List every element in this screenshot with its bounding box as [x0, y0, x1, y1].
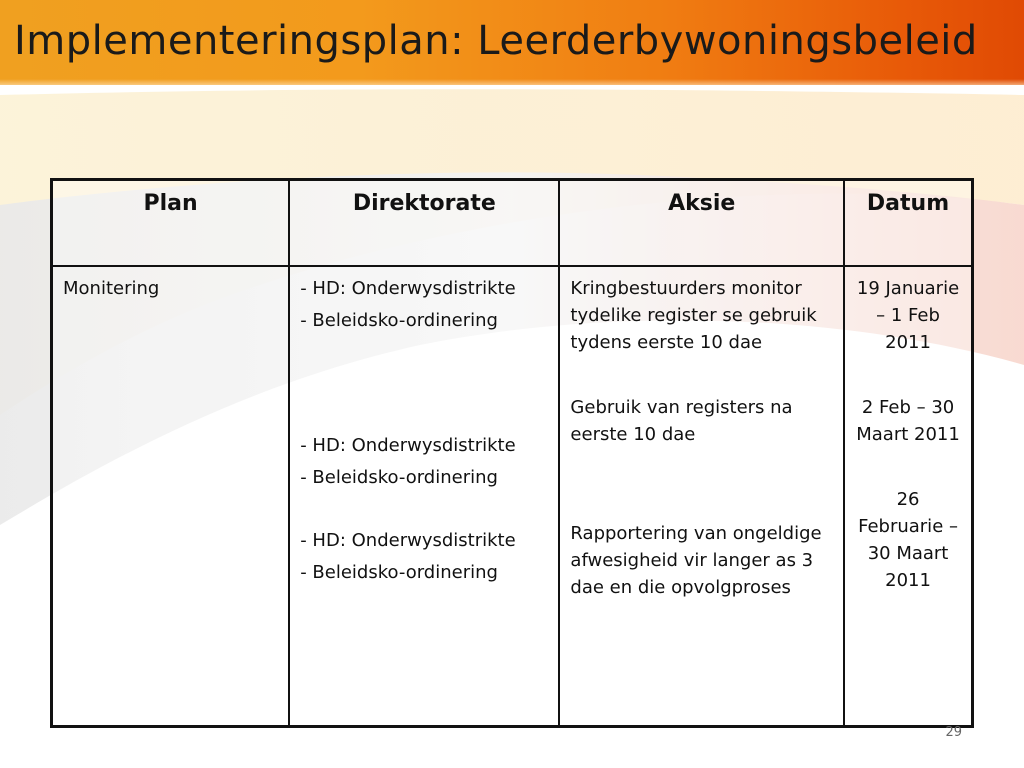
slide-number: 29 — [945, 725, 962, 740]
datum-item-1: 19 Januarie – 1 Feb 2011 — [856, 278, 960, 353]
cell-aksie — [559, 266, 844, 727]
direktorate-line: - HD: Onderwysdistrikte — [300, 530, 516, 551]
datum-item-2: 2 Feb – 30 Maart 2011 — [856, 397, 960, 445]
direktorate-line: - Beleidsko-ordinering — [300, 310, 498, 331]
plan-value: Monitering — [63, 278, 160, 299]
direktorate-line: - Beleidsko-ordinering — [300, 562, 498, 583]
cell-plan — [52, 266, 290, 727]
table-header-row — [52, 180, 973, 267]
aksie-item-1: Kringbestuurders monitor tydelike register se gebruik tydens eerste 10 dae — [570, 278, 817, 353]
direktorate-group-2 — [300, 432, 548, 491]
cell-datum — [844, 266, 972, 727]
header-datum: Datum — [844, 180, 972, 267]
implementation-plan-table — [50, 178, 974, 728]
title-bar — [0, 0, 1024, 85]
header-direktorate: Direktorate — [289, 180, 559, 267]
direktorate-group-3 — [300, 527, 548, 586]
direktorate-line: - HD: Onderwysdistrikte — [300, 278, 516, 299]
direktorate-line: - HD: Onderwysdistrikte — [300, 435, 516, 456]
direktorate-group-1 — [300, 275, 548, 334]
aksie-item-2: Gebruik van registers na eerste 10 dae — [570, 397, 793, 445]
direktorate-line: - Beleidsko-ordinering — [300, 467, 498, 488]
slide-title: Implementeringsplan: Leerderbywoningsbeleid — [14, 18, 978, 64]
table-row — [52, 266, 973, 727]
header-aksie: Aksie — [559, 180, 844, 267]
cell-direktorate — [289, 266, 559, 727]
datum-item-3: 26 Februarie – 30 Maart 2011 — [858, 489, 958, 591]
aksie-item-3: Rapportering van ongeldige afwesigheid vir langer as 3 dae en die opvolgproses — [570, 523, 822, 598]
header-plan: Plan — [52, 180, 290, 267]
